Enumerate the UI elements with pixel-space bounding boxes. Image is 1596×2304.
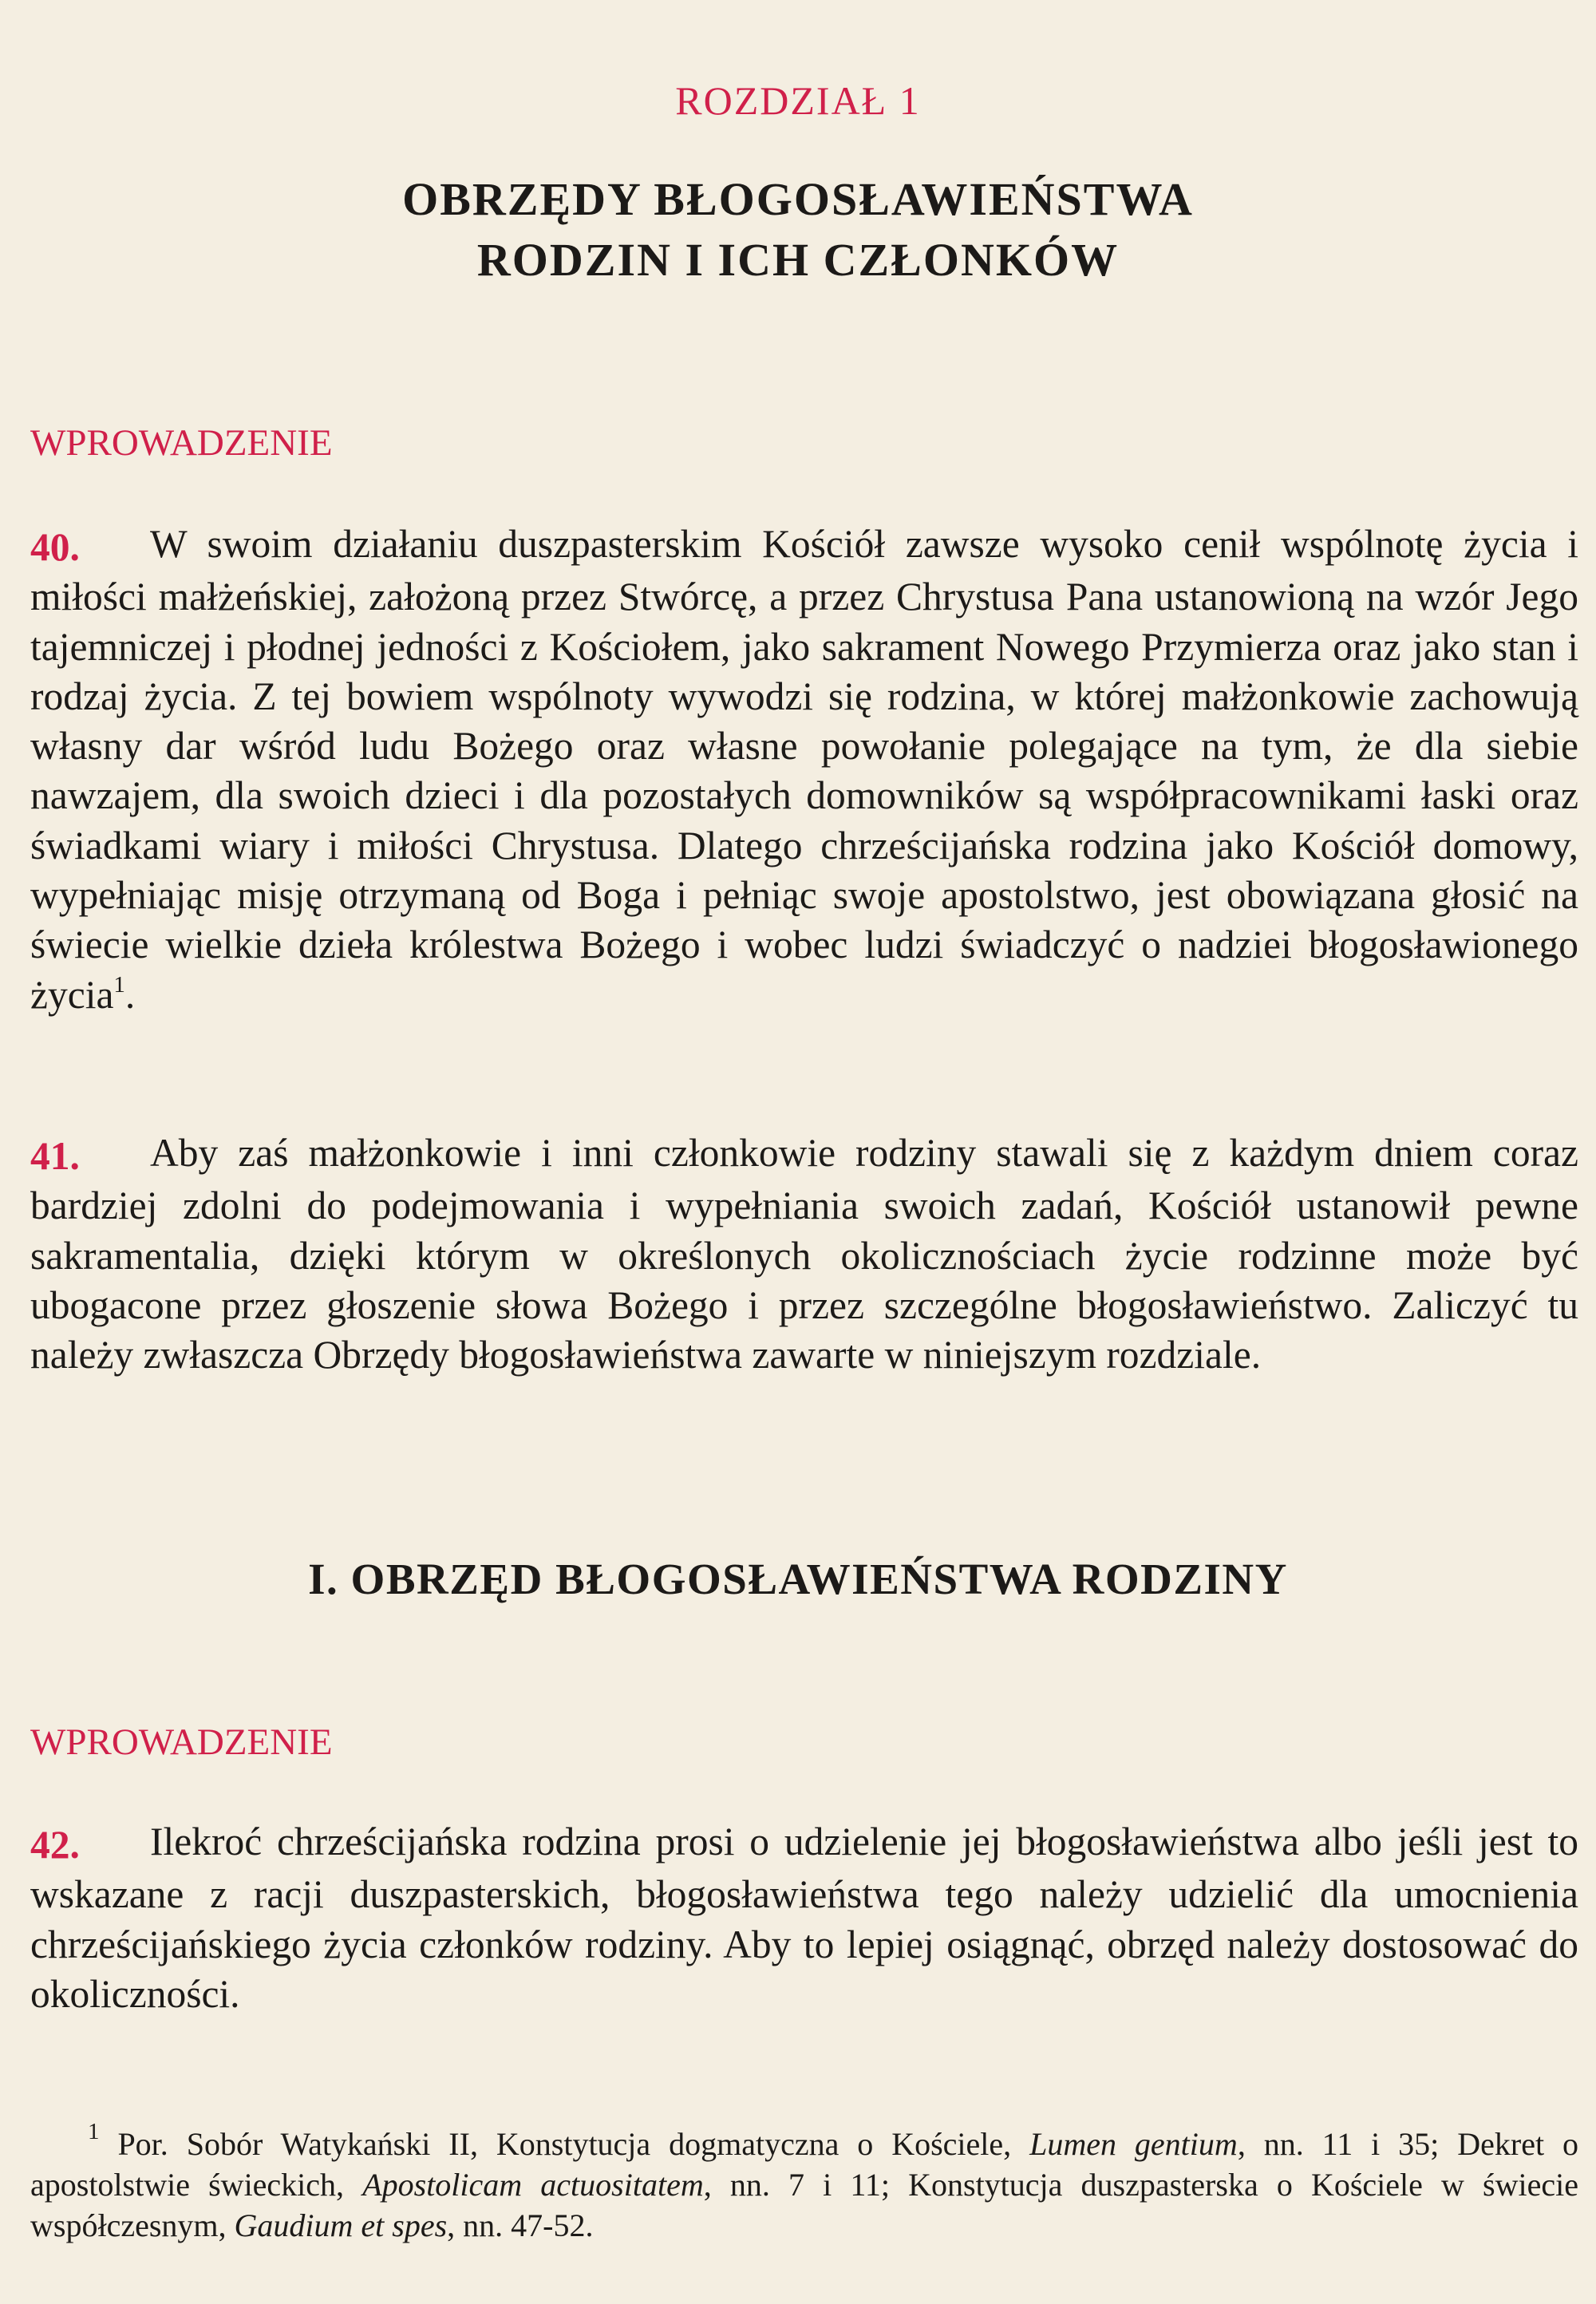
part-title: I. OBRZĘD BŁOGOSŁAWIEŃSTWA RODZINY xyxy=(308,1555,1288,1603)
paragraph-number: 40. xyxy=(30,525,80,569)
chapter-title-line-2: RODZIN I ICH CZŁONKÓW xyxy=(476,234,1120,286)
paragraph-41 xyxy=(30,1128,1578,1380)
footnote-text-2: , nn. 11 i 35; Dekret o apostolstwie świeckich, xyxy=(30,2126,1578,2203)
footnote xyxy=(30,2119,1578,2246)
paragraph-text: Ilekroć chrześcijańska rodzina prosi o udzielenie jej błogosławieństwa albo jeśli jest to wskazane z racji duszpasterskich, błogosławieństwa tego należy udzielić dla umocnienia chrześcijańskiego życia członków rodziny. Aby to lepiej osiągnąć, obrzęd należy dostosować do okoliczności. xyxy=(30,1820,1578,2016)
chapter-label: ROZDZIAŁ 1 xyxy=(675,78,921,123)
paragraph-text: Aby zaś małżonkowie i inni członkowie rodziny stawali się z każdym dniem coraz bardziej zdolni do podejmowania i wypełniania swoich zadań, Kościół ustanowił pewne sakramentalia, dzięki którym w określonych okolicznościach życie rodzinne może być ubogacone przez głoszenie słowa Bożego i przez szczególne błogosławieństwo. Zaliczyć tu należy zwłaszcza Obrzędy błogosławieństwa zawarte w niniejszym rozdziale. xyxy=(30,1131,1578,1377)
footnote-title-2: Apostolicam actuositatem xyxy=(362,2167,704,2203)
footnote-title-3: Gaudium et spes xyxy=(234,2207,448,2243)
paragraph-number: 42. xyxy=(30,1823,80,1867)
footnote-reference: 1 xyxy=(113,971,125,998)
footnote-text-4: , nn. 47-52. xyxy=(447,2207,594,2243)
footnote-title-1: Lumen gentium xyxy=(1029,2126,1238,2162)
paragraph-end-period: . xyxy=(124,972,136,1017)
section-heading-intro-1: WPROWADZENIE xyxy=(30,422,333,464)
footnote-marker: 1 xyxy=(88,2119,100,2144)
chapter-title-line-1: OBRZĘDY BŁOGOSŁAWIEŃSTWA xyxy=(402,173,1194,225)
footnote-text-1: Por. Sobór Watykański II, Konstytucja dogmatyczna o Kościele, xyxy=(117,2126,1030,2162)
paragraph-40 xyxy=(30,520,1578,1020)
paragraph-number: 41. xyxy=(30,1134,80,1178)
chapter-title xyxy=(0,169,1596,290)
footnote-text-3: , nn. 7 i 11; Konstytucja duszpasterska o Kościele w świecie współczesnym, xyxy=(30,2167,1578,2243)
section-heading-intro-2: WPROWADZENIE xyxy=(30,1721,333,1763)
paragraph-42 xyxy=(30,1817,1578,2019)
paragraph-text: W swoim działaniu duszpasterskim Kościół zawsze wysoko cenił wspólnotę życia i miłości małżeńskiej, założoną przez Stwórcę, a przez Chrystusa Pana ustanowioną na wzór Jego tajemniczej i płodnej jedności z Kościołem, jako sakrament Nowego Przymierza oraz jako stan i rodzaj życia. Z tej bowiem wspólnoty wywodzi się rodzina, w której małżonkowie zachowują własny dar wśród ludu Bożego oraz własne powołanie polegające na tym, że dla siebie nawzajem, dla swoich dzieci i dla pozostałych domowników są współpracownikami łaski oraz świadkami wiary i miłości Chrystusa. Dlatego chrześcijańska rodzina jako Kościół domowy, wypełniając misję otrzymaną od Boga i pełniąc swoje apostolstwo, jest obowiązana głosić na świecie wielkie dzieła królestwa Bożego i wobec ludzi świadczyć o nadziei błogosławionego życia xyxy=(30,522,1578,1017)
